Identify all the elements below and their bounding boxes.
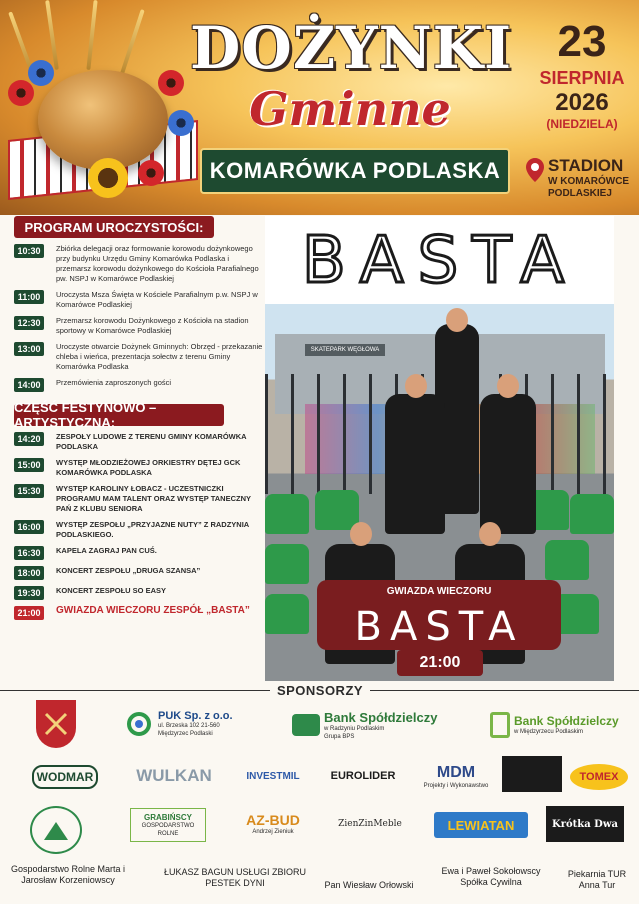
sponsor-wodmar: WODMAR bbox=[32, 765, 98, 789]
schedule-description: ZESPOŁY LUDOWE Z TERENU GMINY KOMARÓWKA PODLASKA bbox=[56, 432, 247, 451]
bank-icon bbox=[292, 714, 320, 736]
bank-shield-icon bbox=[490, 712, 510, 738]
bread-illustration bbox=[8, 40, 198, 200]
credit-bagun: ŁUKASZ BAGUN USŁUGI ZBIORU PESTEK DYNI bbox=[163, 867, 307, 888]
sponsor-investmil: INVESTMIL bbox=[246, 770, 300, 782]
sponsor-round-badge bbox=[30, 806, 82, 854]
schedule-row bbox=[14, 316, 266, 336]
title-sub: Gminne bbox=[249, 82, 451, 136]
band-member bbox=[385, 394, 445, 534]
basta-logo bbox=[275, 224, 605, 294]
band-member bbox=[480, 394, 536, 534]
date-weekday: (NIEDZIELA) bbox=[546, 117, 618, 131]
sponsor-grabinscy bbox=[130, 808, 206, 842]
stadium-seat bbox=[315, 490, 359, 530]
schedule-description: WYSTĘP KAROLINY ŁOBACZ - UCZESTNICZKI PROGRAMU MAM TALENT ORAZ WYSTĘP TANECZNY PAŃ Z KLUBU SENIORA bbox=[56, 484, 251, 513]
schedule-row bbox=[14, 546, 266, 560]
bank-radzyn-group: Grupa BPS bbox=[324, 733, 355, 740]
headliner-logo bbox=[337, 602, 541, 646]
schedule-time: 14:00 bbox=[14, 378, 44, 392]
festival-list bbox=[14, 432, 266, 620]
schedule-description: Uroczysta Msza Święta w Kościele Parafialnym p.w. NSPJ w Komarówce Podlaskiej bbox=[56, 290, 258, 309]
sponsor-zienzin: ZienZinMeble bbox=[338, 819, 402, 829]
schedule-row bbox=[14, 432, 266, 452]
schedule-description: KONCERT ZESPOŁU „DRUGA SZANSA” bbox=[56, 566, 201, 575]
schedule-row bbox=[14, 586, 266, 600]
band-member-face bbox=[446, 308, 468, 332]
puk-name: PUK Sp. z o.o. bbox=[158, 710, 233, 722]
schedule-row bbox=[14, 378, 266, 392]
header-banner bbox=[0, 0, 639, 215]
stadium-seat bbox=[545, 540, 589, 580]
date-year: 2026 bbox=[555, 89, 609, 116]
sponsor-tomex: TOMEX bbox=[570, 764, 628, 790]
program-list bbox=[14, 244, 266, 392]
schedule-time: 15:30 bbox=[14, 484, 44, 498]
sponsor-dark-logo bbox=[502, 756, 562, 792]
cornflower-icon bbox=[28, 60, 54, 86]
schedule-description: Zbiórka delegacji oraz formowanie korowodu dożynkowego przy budynku Urzędu Gminy Komarówka Podlaska i przemarsz korowodu dożynkowego do Kościoła Parafialnego pw. NSPJ w Komarówce Podlaskiej bbox=[56, 244, 259, 283]
headliner-logo-text: BASTA bbox=[354, 604, 524, 646]
mdm-name: MDM bbox=[436, 764, 476, 781]
schedule-row bbox=[14, 458, 266, 478]
schedule-row bbox=[14, 606, 266, 620]
date-day: 23 bbox=[557, 17, 607, 66]
schedule-time: 16:30 bbox=[14, 546, 44, 560]
schedule-description: Przemówienia zaproszonych gości bbox=[56, 378, 172, 387]
location-pin-icon bbox=[526, 158, 544, 182]
schedule-description: WYSTĘP ZESPOŁU „PRZYJAZNE NUTY” Z RADZYNIA PODLASKIEGO. bbox=[56, 520, 249, 539]
band-member-face bbox=[405, 374, 427, 398]
bank-miedzyrzec-name: Bank Spółdzielczy bbox=[514, 714, 619, 728]
credit-orlowski: Pan Wiesław Orłowski bbox=[324, 880, 414, 890]
azbud-sub: Andrzej Zieniuk bbox=[252, 829, 294, 835]
headliner-panel bbox=[265, 216, 614, 681]
farm-icon bbox=[42, 818, 70, 842]
cornflower-icon bbox=[168, 110, 194, 136]
band-member-face bbox=[497, 374, 519, 398]
schedule-row bbox=[14, 566, 266, 580]
building-sign: SKATEPARK WĘGŁOWA bbox=[305, 344, 385, 356]
schedule-row bbox=[14, 290, 266, 310]
sponsor-bank-radzyn bbox=[292, 710, 452, 740]
schedule-time: 16:00 bbox=[14, 520, 44, 534]
basta-logo-text: BASTA bbox=[301, 224, 579, 294]
poppy-icon bbox=[8, 80, 34, 106]
bank-radzyn-sub: w Radzyniu Podlaskim bbox=[324, 725, 385, 732]
star-label: GWIAZDA WIECZORU bbox=[386, 586, 492, 597]
puk-address: ul. Brzeska 102 21-560 Międzyrzec Podlaski bbox=[158, 723, 220, 737]
schedule-time: 21:00 bbox=[14, 606, 44, 620]
grabinscy-sub: GOSPODARSTWO ROLNE bbox=[141, 822, 195, 837]
bank-radzyn-name: Bank Spółdzielczy bbox=[324, 709, 438, 725]
sponsor-lewiatan: LEWIATAN bbox=[434, 812, 528, 838]
schedule-row bbox=[14, 244, 266, 284]
schedule-row bbox=[14, 484, 266, 514]
stadium-seat bbox=[265, 594, 309, 634]
bank-miedzyrzec-sub: w Międzyrzecu Podlaskim bbox=[514, 729, 584, 735]
schedule-description: Uroczyste otwarcie Dożynek Gminnych: Obrzęd - przekazanie chleba i wieńca, prezentacja sołectw z terenu Gminy Komarówka Podlaska bbox=[56, 342, 263, 371]
band-member-face bbox=[350, 522, 372, 546]
stadium-seat bbox=[570, 494, 614, 534]
sponsor-mdm bbox=[420, 762, 492, 792]
sponsor-eurolider: EUROLIDER bbox=[330, 770, 396, 782]
schedule-time: 11:00 bbox=[14, 290, 44, 304]
schedule-description: Przemarsz korowodu Dożynkowego z Kościoła na stadion sportowy w Komarówce Podlaskiej bbox=[56, 316, 249, 335]
schedule-description: KONCERT ZESPOŁU SO EASY bbox=[56, 586, 167, 595]
stadium-seat bbox=[555, 594, 599, 634]
schedule-time: 13:00 bbox=[14, 342, 44, 356]
schedule-time: 18:00 bbox=[14, 566, 44, 580]
sponsor-azbud bbox=[240, 806, 306, 842]
stadium-seat bbox=[265, 544, 309, 584]
schedule-time: 10:30 bbox=[14, 244, 44, 258]
schedule-time: 19:30 bbox=[14, 586, 44, 600]
venue-name: STADION bbox=[548, 156, 624, 175]
grabinscy-name: GRABIŃSCY bbox=[143, 812, 192, 822]
sponsor-puk bbox=[126, 706, 266, 742]
schedule-description: KAPELA ZAGRAJ PAN CUŚ. bbox=[56, 546, 157, 555]
headliner-band bbox=[317, 580, 561, 650]
bread-loaf bbox=[38, 70, 168, 170]
festival-heading: CZĘŚĆ FESTYNOWO – ARTYSTYCZNA: bbox=[14, 404, 224, 426]
date-month: SIERPNIA bbox=[539, 68, 625, 88]
schedule-row bbox=[14, 342, 266, 372]
event-date bbox=[528, 17, 636, 131]
poppy-icon bbox=[138, 160, 164, 186]
schedule-description: GWIAZDA WIECZORU ZESPÓŁ „BASTA” bbox=[56, 605, 250, 616]
title-main: DOŻYNKI bbox=[190, 14, 513, 82]
schedule-row bbox=[14, 520, 266, 540]
sponsors-title: SPONSORZY bbox=[270, 683, 370, 698]
credit-tur: Piekarnia TUR Anna Tur bbox=[567, 869, 627, 890]
coat-of-arms-icon bbox=[41, 709, 71, 739]
place-banner: KOMARÓWKA PODLASKA bbox=[200, 148, 510, 194]
program-heading: PROGRAM UROCZYSTOŚCI: bbox=[14, 216, 214, 238]
sponsor-bank-miedzyrzec bbox=[490, 710, 630, 740]
venue-detail: W KOMARÓWCE PODLASKIEJ bbox=[548, 176, 630, 199]
credit-korzeniowscy: Gospodarstwo Rolne Marta i Jarosław Korzeniowscy bbox=[10, 864, 126, 885]
poppy-icon bbox=[158, 70, 184, 96]
azbud-name: AZ-BUD bbox=[246, 812, 300, 828]
schedule-time: 14:20 bbox=[14, 432, 44, 446]
band-member-face bbox=[479, 522, 501, 546]
program-column bbox=[14, 216, 266, 620]
sponsor-krotka: Krótka Dwa bbox=[546, 806, 624, 842]
schedule-time: 15:00 bbox=[14, 458, 44, 472]
sponsor-wulkan: WULKAN bbox=[136, 766, 212, 785]
recycle-icon bbox=[126, 711, 152, 737]
credit-sokolowscy: Ewa i Paweł Sokołowscy Spółka Cywilna bbox=[441, 866, 541, 887]
stadium-seat bbox=[265, 494, 309, 534]
schedule-description: WYSTĘP MŁODZIEŻOWEJ ORKIESTRY DĘTEJ GCK KOMARÓWKA PODLASKA bbox=[56, 458, 241, 477]
mdm-sub: Projekty i Wykonawstwo bbox=[423, 783, 489, 789]
schedule-time: 12:30 bbox=[14, 316, 44, 330]
gmina-coat-of-arms bbox=[36, 700, 76, 748]
headliner-time: 21:00 bbox=[397, 650, 483, 676]
sunflower-icon bbox=[88, 158, 128, 198]
